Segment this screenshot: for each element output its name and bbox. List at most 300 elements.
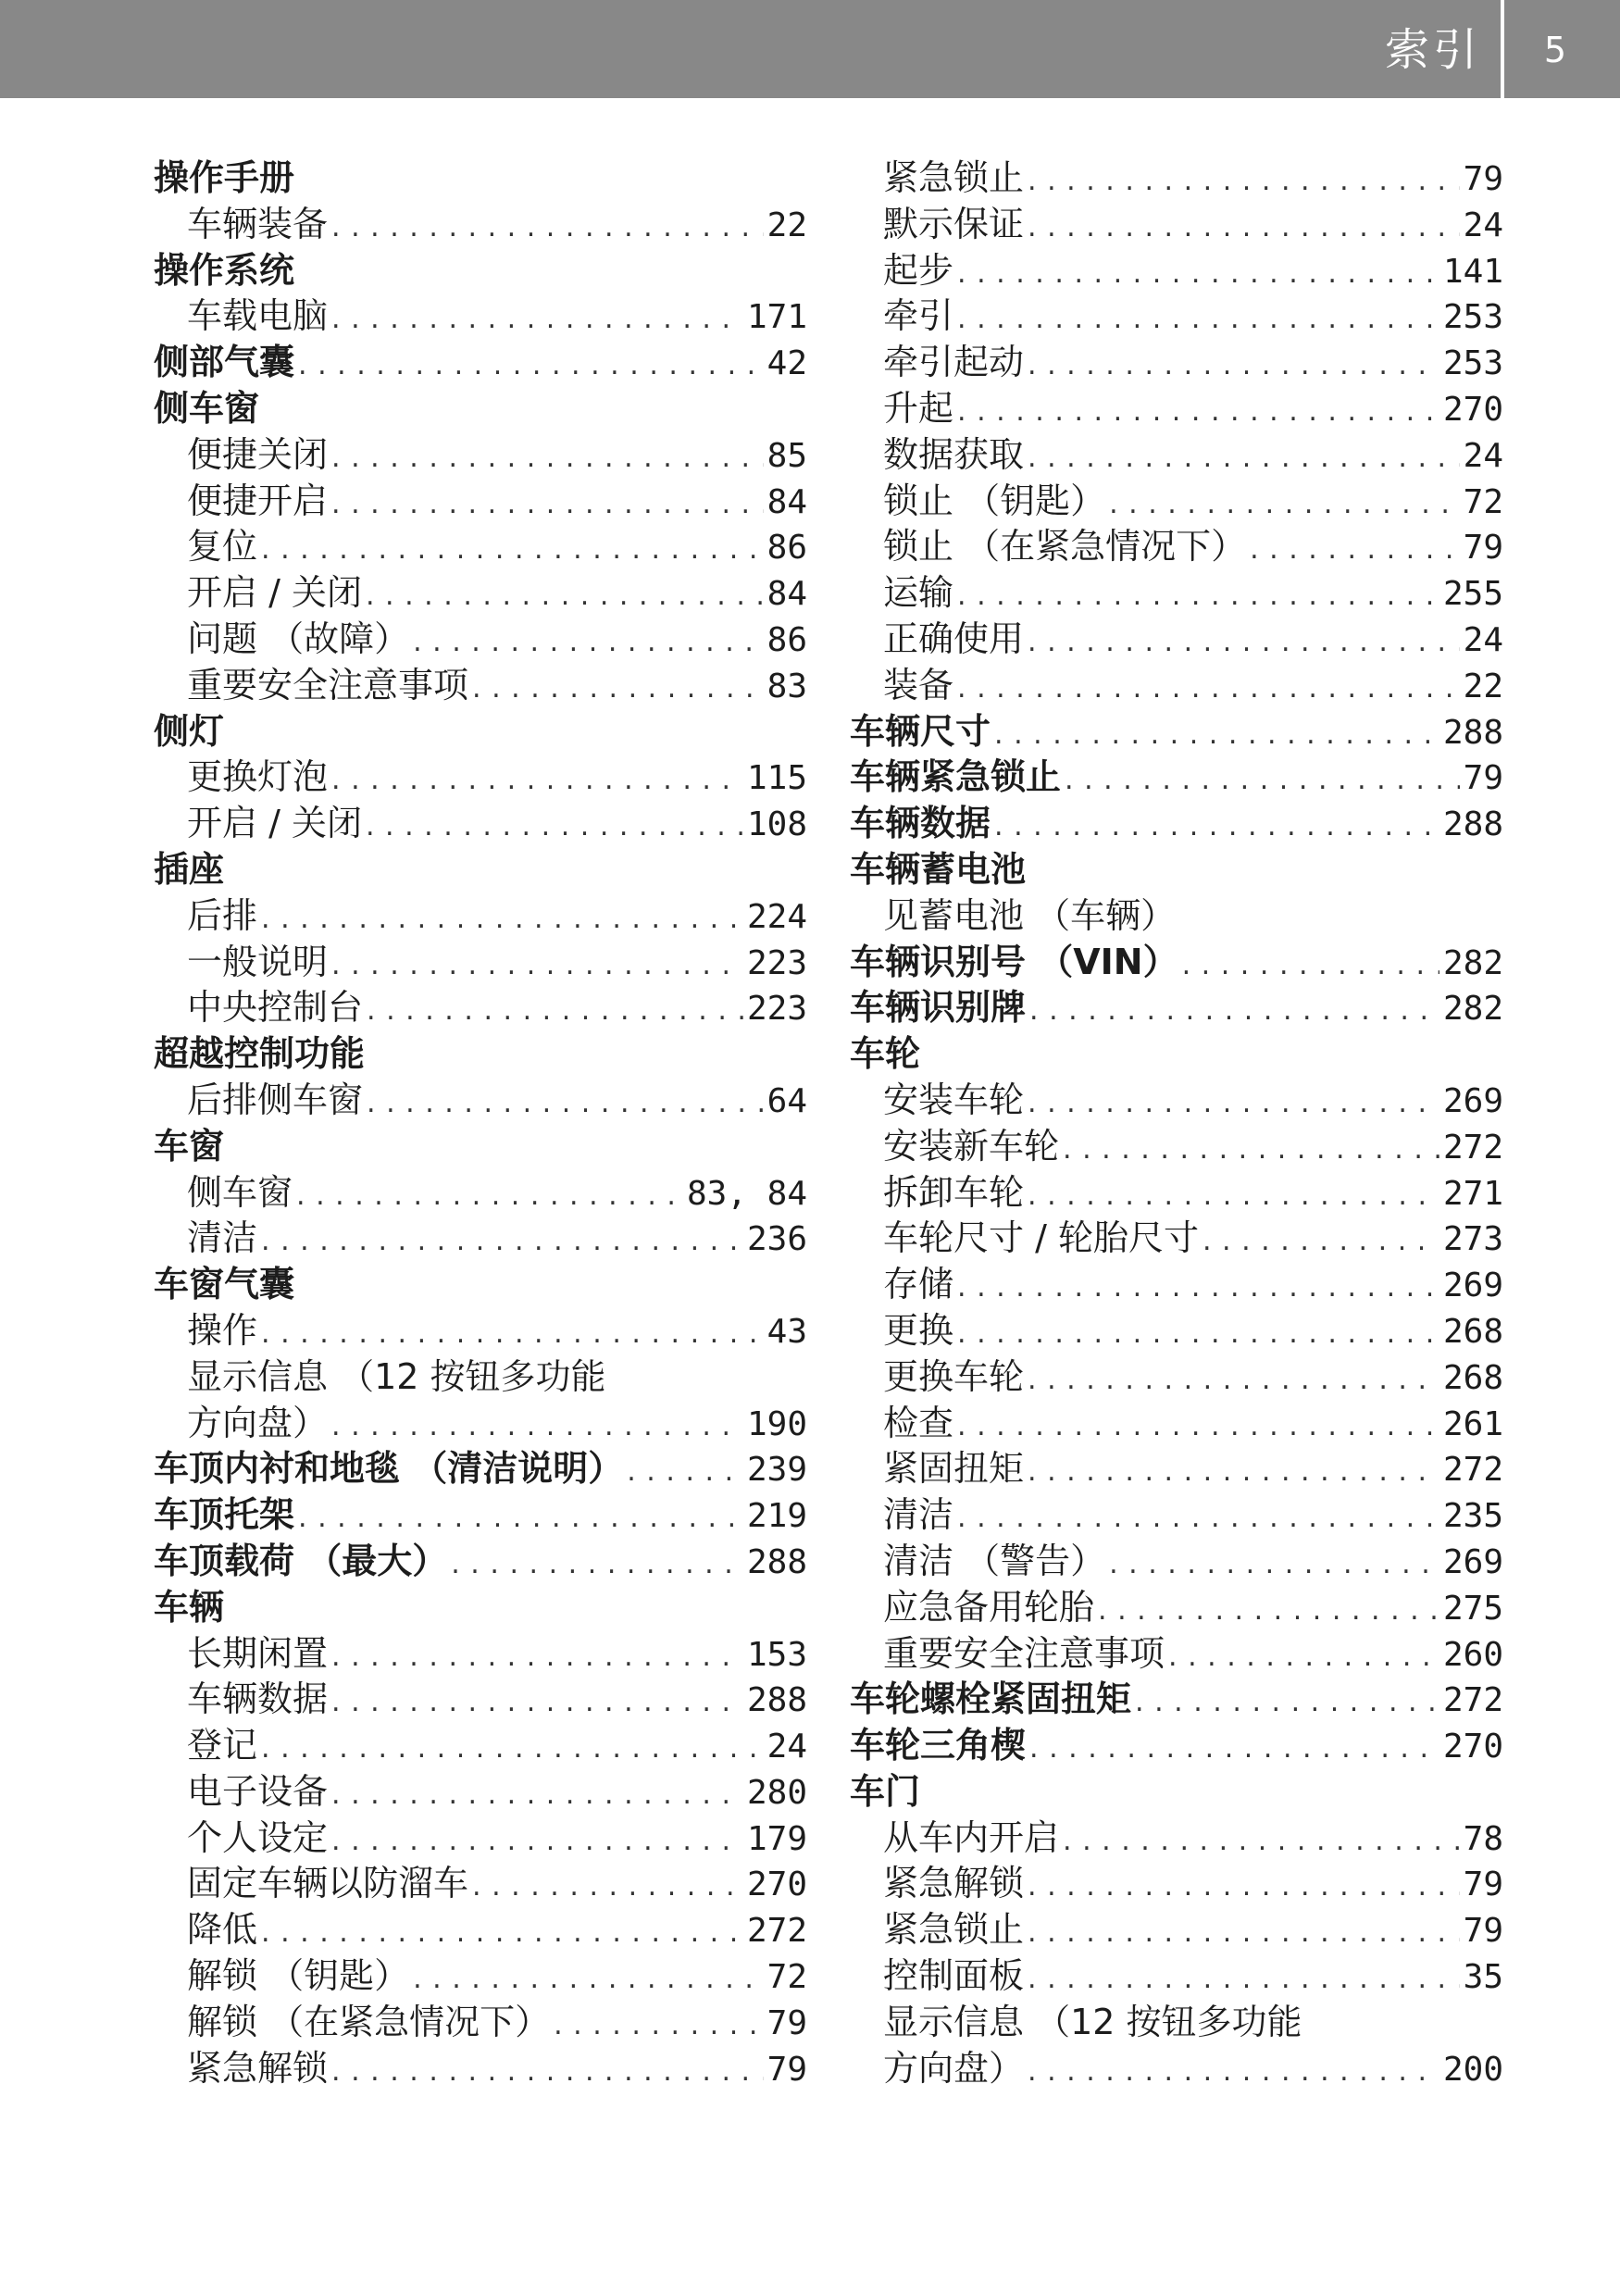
- dot-leader: [1135, 1677, 1439, 1726]
- page-reference: 253: [1442, 298, 1503, 337]
- index-entry: [154, 1124, 807, 1170]
- entry-label: 方向盘）: [883, 2047, 1025, 2089]
- entry-label: 操作系统: [154, 249, 295, 291]
- entry-label: 起步: [883, 249, 954, 291]
- index-entry: [154, 709, 807, 755]
- page-reference: 288: [1442, 713, 1503, 752]
- index-subentry: [850, 1124, 1503, 1170]
- dot-leader: [1028, 340, 1439, 389]
- entry-label: 车轮: [850, 1033, 921, 1075]
- index-subentry: [154, 1170, 807, 1217]
- entry-label: 操作: [187, 1309, 258, 1351]
- index-entry: [850, 847, 1503, 893]
- dot-leader: [957, 1262, 1439, 1311]
- page-reference: 64: [766, 1081, 807, 1120]
- dot-leader: [1168, 1631, 1439, 1680]
- index-subentry: [154, 202, 807, 248]
- dot-leader: [1028, 1354, 1439, 1404]
- page-reference: 43: [766, 1312, 807, 1351]
- dot-leader: [1029, 1723, 1439, 1772]
- entry-label: 电子设备: [187, 1770, 329, 1812]
- entry-label: 从车内开启: [883, 1816, 1060, 1858]
- entry-label: 显示信息 （12 按钮多功能: [883, 2001, 1302, 2042]
- page-reference: 268: [1442, 1358, 1503, 1397]
- entry-label: 运输: [883, 572, 954, 614]
- entry-label: 车顶内衬和地毯 （清洁说明）: [154, 1448, 624, 1490]
- page-reference: 272: [746, 1912, 807, 1951]
- index-entry: [154, 1262, 807, 1308]
- dot-leader: [331, 1677, 743, 1726]
- dot-leader: [413, 617, 764, 666]
- page-reference: 84: [766, 482, 807, 521]
- dot-leader: [1182, 940, 1439, 989]
- index-subentry: [850, 1861, 1503, 1907]
- entry-label: 车轮三角楔: [850, 1725, 1027, 1766]
- index-entry: [154, 847, 807, 893]
- section-title: 索引: [1384, 24, 1481, 76]
- index-subentry: [154, 1953, 807, 2000]
- page-reference: 24: [1463, 436, 1503, 475]
- dot-leader: [1028, 1078, 1439, 1127]
- entry-label: 装备: [883, 664, 954, 705]
- dot-leader: [957, 293, 1439, 343]
- index-subentry: [154, 2046, 807, 2092]
- entry-label: 牵引: [883, 295, 954, 337]
- entry-label: 紧固扭矩: [883, 1448, 1025, 1490]
- index-subentry: [154, 479, 807, 525]
- dot-leader: [331, 1401, 743, 1450]
- index-entry: [154, 1446, 807, 1492]
- dot-leader: [367, 1078, 764, 1127]
- entry-label: 车辆蓄电池: [850, 848, 1027, 890]
- entry-label: 安装车轮: [883, 1079, 1025, 1120]
- index-column-right: [850, 156, 1503, 2091]
- dot-leader: [261, 1216, 743, 1265]
- entry-label: 清洁 （警告）: [883, 1540, 1106, 1581]
- page-reference: 179: [746, 1819, 807, 1858]
- index-entry: [154, 1031, 807, 1078]
- index-entry: [154, 386, 807, 432]
- page-reference: 271: [1442, 1174, 1503, 1213]
- index-subentry: [154, 570, 807, 617]
- entry-label: 紧急锁止: [883, 1909, 1025, 1951]
- page-reference: 22: [1463, 667, 1503, 705]
- page-reference: 171: [746, 298, 807, 337]
- page-reference: 72: [1463, 482, 1503, 521]
- page-reference: 108: [746, 805, 807, 844]
- dot-leader: [957, 663, 1460, 712]
- page-reference: 219: [746, 1497, 807, 1536]
- dot-leader: [1109, 479, 1460, 528]
- page-reference: 288: [746, 1681, 807, 1720]
- entry-label: 重要安全注意事项: [187, 664, 469, 705]
- entry-label: 清洁: [883, 1494, 954, 1536]
- index-subentry: [850, 202, 1503, 248]
- entry-label: 车辆识别牌: [850, 987, 1027, 1029]
- entry-label: 中央控制台: [187, 987, 364, 1029]
- entry-label: 车轮螺栓紧固扭矩: [850, 1678, 1132, 1720]
- page-reference: 269: [1442, 1081, 1503, 1120]
- page-reference: 272: [1442, 1451, 1503, 1490]
- entry-label: 车窗: [154, 1125, 225, 1167]
- dot-leader: [627, 1446, 743, 1495]
- page-reference: 239: [746, 1451, 807, 1490]
- index-subentry: [850, 1078, 1503, 1124]
- page-reference: 260: [1442, 1635, 1503, 1674]
- entry-label: 开启 / 关闭: [187, 572, 362, 614]
- index-subentry: [154, 801, 807, 847]
- dot-leader: [1028, 1907, 1460, 1956]
- entry-label: 侧部气囊: [154, 342, 295, 383]
- entry-label: 侧车窗: [187, 1171, 293, 1213]
- entry-label: 数据获取: [883, 433, 1025, 475]
- index-subentry: [154, 1723, 807, 1769]
- entry-label: 车辆尺寸: [850, 710, 991, 752]
- dot-leader: [367, 985, 743, 1034]
- index-subentry: [850, 156, 1503, 202]
- index-subentry: [154, 1677, 807, 1723]
- dot-leader: [331, 755, 743, 804]
- page-reference: 79: [1463, 160, 1503, 198]
- index-subentry: [850, 1539, 1503, 1585]
- index-subentry: [154, 1078, 807, 1124]
- dot-leader: [296, 1170, 683, 1219]
- dot-leader: [331, 1769, 743, 1818]
- page-reference: 253: [1442, 344, 1503, 383]
- page-reference: 288: [746, 1542, 807, 1581]
- dot-leader: [1250, 524, 1460, 573]
- page-reference: 85: [766, 436, 807, 475]
- index-subentry: [850, 1262, 1503, 1308]
- dot-leader: [298, 340, 764, 389]
- index-subentry: [154, 524, 807, 570]
- dot-leader: [472, 663, 764, 712]
- entry-label: 固定车辆以防溜车: [187, 1863, 469, 1904]
- entry-label: 后排侧车窗: [187, 1079, 364, 1120]
- entry-label: 牵引起动: [883, 342, 1025, 383]
- entry-label: 应急备用轮胎: [883, 1586, 1095, 1628]
- entry-label: 操作手册: [154, 157, 295, 198]
- index-subentry: [850, 1492, 1503, 1539]
- entry-label: 紧急解锁: [187, 2047, 329, 2089]
- dot-leader: [554, 2000, 764, 2049]
- dot-leader: [331, 1631, 743, 1680]
- dot-leader: [331, 202, 764, 251]
- index-subentry: [154, 1907, 807, 1953]
- index-entry: [850, 1031, 1503, 1078]
- entry-label: 升起: [883, 387, 954, 429]
- entry-label: 正确使用: [883, 618, 1025, 659]
- dot-leader: [1065, 755, 1460, 804]
- dot-leader: [957, 1492, 1439, 1541]
- page-reference: 269: [1442, 1542, 1503, 1581]
- page-reference: 268: [1442, 1312, 1503, 1351]
- dot-leader: [1028, 1861, 1460, 1910]
- entry-label: 长期闲置: [187, 1632, 329, 1674]
- entry-label: 解锁 （在紧急情况下）: [187, 2001, 551, 2042]
- entry-label: 超越控制功能: [154, 1033, 366, 1075]
- entry-label: 个人设定: [187, 1816, 329, 1858]
- dot-leader: [331, 432, 764, 481]
- page-reference: 24: [1463, 206, 1503, 244]
- page-reference: 273: [1442, 1220, 1503, 1259]
- page-reference: 79: [766, 2050, 807, 2089]
- index-subentry: [850, 893, 1503, 940]
- index-subentry: [850, 1907, 1503, 1953]
- dot-leader: [1028, 1953, 1460, 2003]
- entry-label: 车顶载荷 （最大）: [154, 1540, 448, 1581]
- dot-leader: [472, 1861, 743, 1910]
- dot-leader: [451, 1539, 743, 1588]
- page-reference: 255: [1442, 575, 1503, 614]
- entry-label: 安装新车轮: [883, 1125, 1060, 1167]
- entry-label: 侧车窗: [154, 387, 260, 429]
- page-reference: 270: [746, 1866, 807, 1904]
- page-reference: 79: [1463, 529, 1503, 568]
- index-subentry: [154, 1769, 807, 1816]
- index-entry: [850, 1723, 1503, 1769]
- entry-label: 显示信息 （12 按钮多功能: [187, 1355, 606, 1397]
- entry-label: 检查: [883, 1402, 954, 1443]
- entry-label: 车辆: [154, 1586, 225, 1628]
- dot-leader: [1028, 1446, 1439, 1495]
- page-reference: 223: [746, 943, 807, 982]
- index-entry: [154, 248, 807, 294]
- entry-label: 车窗气囊: [154, 1264, 295, 1305]
- page-reference: 282: [1442, 943, 1503, 982]
- index-subentry: [850, 1401, 1503, 1447]
- index-subentry: [154, 1401, 807, 1447]
- dot-leader: [1028, 202, 1460, 251]
- header-divider: [1501, 0, 1504, 98]
- index-subentry: [154, 1354, 807, 1401]
- page-reference: 78: [1463, 1819, 1503, 1858]
- index-subentry: [154, 293, 807, 340]
- page-reference: 269: [1442, 1267, 1503, 1305]
- entry-label: 更换车轮: [883, 1355, 1025, 1397]
- dot-leader: [1063, 1816, 1460, 1865]
- index-subentry: [850, 1585, 1503, 1631]
- page-reference: 190: [746, 1404, 807, 1443]
- index-subentry: [850, 1446, 1503, 1492]
- index-subentry: [850, 1170, 1503, 1217]
- entry-label: 重要安全注意事项: [883, 1632, 1165, 1674]
- dot-leader: [331, 2046, 764, 2095]
- page-reference: 235: [1442, 1497, 1503, 1536]
- dot-leader: [994, 709, 1439, 758]
- index-entry: [154, 156, 807, 202]
- entry-label: 紧急锁止: [883, 157, 1025, 198]
- entry-label: 车载电脑: [187, 295, 329, 337]
- page-number: 5: [1543, 30, 1567, 70]
- dot-leader: [331, 940, 743, 989]
- page-reference: 83: [766, 667, 807, 705]
- index-entry: [154, 1492, 807, 1539]
- page-reference: 270: [1442, 390, 1503, 429]
- index-entry: [850, 1677, 1503, 1723]
- index-subentry: [154, 940, 807, 986]
- index-subentry: [154, 1216, 807, 1262]
- entry-label: 开启 / 关闭: [187, 803, 362, 844]
- entry-label: 便捷开启: [187, 480, 329, 521]
- entry-label: 清洁: [187, 1217, 258, 1259]
- page-reference: 224: [746, 897, 807, 936]
- index-subentry: [154, 1308, 807, 1354]
- dot-leader: [957, 386, 1439, 435]
- page-header: [0, 0, 1620, 98]
- page-reference: 72: [766, 1958, 807, 1997]
- entry-label: 车门: [850, 1770, 921, 1812]
- page-reference: 236: [746, 1220, 807, 1259]
- index-subentry: [154, 432, 807, 479]
- dot-leader: [957, 1308, 1439, 1357]
- dot-leader: [957, 248, 1439, 297]
- index-subentry: [850, 1953, 1503, 2000]
- dot-leader: [1029, 985, 1439, 1034]
- index-subentry: [154, 985, 807, 1031]
- page-reference: 115: [746, 759, 807, 798]
- index-subentry: [850, 340, 1503, 386]
- dot-leader: [331, 1816, 743, 1865]
- index-subentry: [850, 1354, 1503, 1401]
- page-reference: 79: [766, 2003, 807, 2042]
- index-column-left: [154, 156, 807, 2091]
- page-reference: 153: [746, 1635, 807, 1674]
- index-entry: [850, 1769, 1503, 1816]
- page-reference: 272: [1442, 1681, 1503, 1720]
- entry-label: 登记: [187, 1725, 258, 1766]
- dot-leader: [366, 570, 764, 619]
- index-subentry: [850, 1308, 1503, 1354]
- page-reference: 282: [1442, 990, 1503, 1029]
- index-subentry: [154, 893, 807, 940]
- index-subentry: [154, 663, 807, 709]
- index-subentry: [154, 1631, 807, 1678]
- index-subentry: [850, 663, 1503, 709]
- dot-leader: [261, 893, 743, 942]
- dot-leader: [366, 801, 743, 850]
- dot-leader: [1028, 432, 1460, 481]
- index-entry: [850, 755, 1503, 801]
- entry-label: 车辆紧急锁止: [850, 756, 1062, 798]
- index-subentry: [850, 2000, 1503, 2046]
- dot-leader: [1028, 156, 1460, 205]
- entry-label: 默示保证: [883, 203, 1025, 244]
- index-subentry: [154, 617, 807, 663]
- entry-label: 车辆识别号 （VIN）: [850, 941, 1178, 982]
- entry-label: 方向盘）: [187, 1402, 329, 1443]
- entry-label: 控制面板: [883, 1955, 1025, 1997]
- dot-leader: [1109, 1539, 1439, 1588]
- page-reference: 22: [766, 206, 807, 244]
- index-entry: [850, 801, 1503, 847]
- entry-label: 侧灯: [154, 710, 225, 752]
- dot-leader: [261, 1723, 764, 1772]
- page-reference: 223: [746, 990, 807, 1029]
- index-subentry: [850, 570, 1503, 617]
- index-subentry: [850, 479, 1503, 525]
- entry-label: 紧急解锁: [883, 1863, 1025, 1904]
- page-reference: 35: [1463, 1958, 1503, 1997]
- dot-leader: [261, 1308, 764, 1357]
- entry-label: 车顶托架: [154, 1494, 295, 1536]
- index-entry: [850, 709, 1503, 755]
- entry-label: 锁止 （在紧急情况下）: [883, 526, 1247, 568]
- entry-label: 更换灯泡: [187, 756, 329, 798]
- page-reference: 141: [1442, 252, 1503, 291]
- index-entry: [154, 1539, 807, 1585]
- entry-label: 车轮尺寸 / 轮胎尺寸: [883, 1217, 1199, 1259]
- entry-label: 车辆装备: [187, 203, 329, 244]
- entry-label: 车辆数据: [850, 803, 991, 844]
- page-reference: 272: [1442, 1128, 1503, 1167]
- page-reference: 280: [746, 1773, 807, 1812]
- page-reference: 200: [1442, 2050, 1503, 2089]
- page-reference: 288: [1442, 805, 1503, 844]
- page-reference: 79: [1463, 1912, 1503, 1951]
- dot-leader: [1063, 1124, 1439, 1173]
- index-subentry: [850, 1216, 1503, 1262]
- entry-label: 后排: [187, 894, 258, 936]
- dot-leader: [1028, 617, 1460, 666]
- page-reference: 83, 84: [686, 1174, 807, 1213]
- page-reference: 42: [766, 344, 807, 383]
- dot-leader: [1028, 1170, 1439, 1219]
- index-subentry: [850, 386, 1503, 432]
- page-reference: 86: [766, 529, 807, 568]
- page-reference: 270: [1442, 1728, 1503, 1766]
- index-subentry: [850, 617, 1503, 663]
- entry-label: 一般说明: [187, 941, 329, 982]
- index-subentry: [850, 1816, 1503, 1862]
- page-reference: 79: [1463, 1866, 1503, 1904]
- entry-label: 车辆数据: [187, 1678, 329, 1720]
- entry-label: 复位: [187, 526, 258, 568]
- dot-leader: [1098, 1585, 1439, 1634]
- page-reference: 261: [1442, 1404, 1503, 1443]
- index-subentry: [850, 432, 1503, 479]
- entry-label: 问题 （故障）: [187, 618, 410, 659]
- dot-leader: [298, 1492, 743, 1541]
- index-entry: [154, 1585, 807, 1631]
- index-subentry: [154, 1816, 807, 1862]
- page-reference: 86: [766, 620, 807, 659]
- page-reference: 24: [766, 1728, 807, 1766]
- dot-leader: [261, 524, 764, 573]
- entry-label: 降低: [187, 1909, 258, 1951]
- entry-label: 插座: [154, 848, 225, 890]
- page-reference: 84: [766, 575, 807, 614]
- index-subentry: [154, 1861, 807, 1907]
- index-entry: [850, 985, 1503, 1031]
- index-subentry: [154, 755, 807, 801]
- page-reference: 24: [1463, 620, 1503, 659]
- entry-label: 见蓄电池 （车辆）: [883, 894, 1177, 936]
- index-subentry: [154, 2000, 807, 2046]
- entry-label: 解锁 （钥匙）: [187, 1955, 410, 1997]
- dot-leader: [413, 1953, 764, 2003]
- dot-leader: [957, 570, 1439, 619]
- index-entry: [850, 940, 1503, 986]
- page-reference: 275: [1442, 1589, 1503, 1628]
- entry-label: 更换: [883, 1309, 954, 1351]
- dot-leader: [1028, 2046, 1439, 2095]
- index-subentry: [850, 293, 1503, 340]
- entry-label: 存储: [883, 1264, 954, 1305]
- dot-leader: [331, 479, 764, 528]
- dot-leader: [994, 801, 1439, 850]
- dot-leader: [331, 293, 743, 343]
